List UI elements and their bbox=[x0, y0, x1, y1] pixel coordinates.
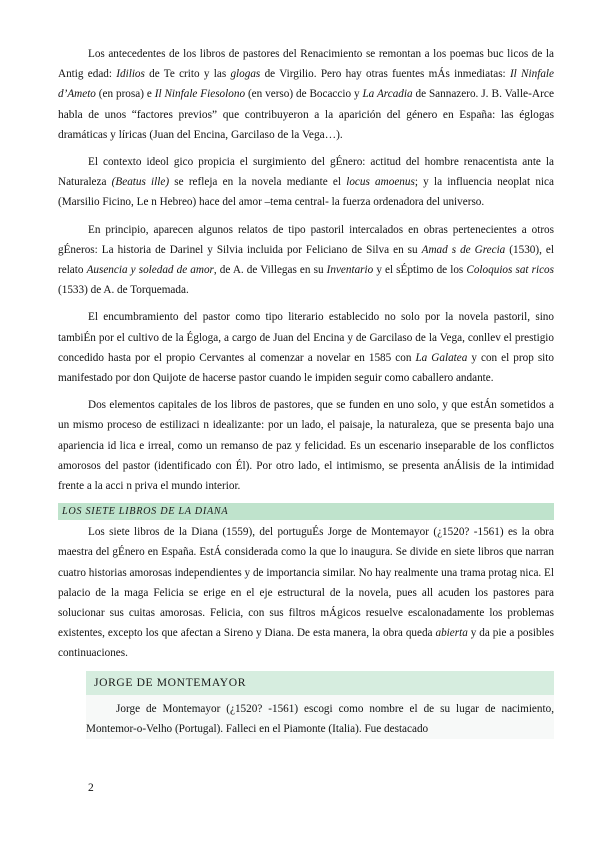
text-run: Dos elementos capitales de los libros de pastores, que se funden en uno solo, y que estÁn sometidos a un mismo proceso de estilizaci n idealizante: por un lado, el paisaje, la naturaleza, que se presenta bajo una apariencia id lica e irreal, como un remanso de paz y felicidad. Es un escenario inseparable de los conflictos amorosos del pastor (identificado con Él). Por otro lado, el intimismo, se presenta anÁlisis de la intimidad frente a la acci n priva el mundo interior. bbox=[58, 399, 554, 493]
text-run: se refleja en la novela mediante el bbox=[169, 176, 347, 189]
text-run: J. B. Valle-Arce habla de unos “factores previos” que contribuyeron a la aparición del género en España: las églogas dramáticas y líricas (Juan del Encina, Garcilaso de la Vega…). bbox=[58, 88, 554, 141]
text-run: En principio, aparecen algunos relatos de tipo pastoril intercalados en obras pertenecientes a otros gÉneros: La historia de Darinel y Silvia incluida por Feliciano de Silva en su bbox=[58, 223, 554, 256]
italic-title: Amad s de Grecia bbox=[421, 243, 506, 256]
paragraph-elementos bbox=[58, 395, 554, 496]
text-run: de Te crito y las bbox=[144, 68, 231, 81]
paragraph-diana bbox=[58, 522, 554, 663]
text-run: y con el prop sito manifestado por don Quijote de hacerse pastor cuando le impiden seguir como caballero andante. bbox=[58, 351, 554, 385]
paragraph-encumbramiento bbox=[58, 307, 554, 388]
italic-term: abierta bbox=[435, 627, 468, 640]
text-run: de Virgilio. Pero hay otras fuentes mÁs inmediatas: bbox=[260, 68, 510, 81]
author-box bbox=[86, 671, 554, 739]
paragraph-principio bbox=[58, 220, 554, 301]
text-run: El contexto ideol gico propicia el surgimiento del gÉnero: actitud del hombre renacentista ante la Naturaleza bbox=[58, 156, 554, 189]
italic-term: (Beatus ille) bbox=[111, 176, 170, 189]
paragraph-contexto bbox=[58, 152, 554, 213]
text-run: (en verso) de Bocaccio y bbox=[245, 88, 363, 101]
italic-term: locus amoenus bbox=[346, 176, 415, 189]
author-box-title: JORGE DE MONTEMAYOR bbox=[86, 671, 554, 695]
paragraph-montemayor bbox=[86, 695, 554, 739]
text-run: de Sannazero. bbox=[412, 88, 482, 101]
italic-title: Idilios bbox=[116, 68, 145, 81]
text-run: (en prosa) e bbox=[95, 88, 155, 101]
text-run: (1533) de A. de Torquemada. bbox=[58, 284, 189, 297]
page-number: 2 bbox=[88, 782, 94, 794]
section-heading: LOS SIETE LIBROS DE LA DIANA bbox=[58, 503, 554, 520]
text-run: Jorge de Montemayor (¿1520? -1561) escogi como nombre el de su lugar de nacimiento, Montemor-o-Velho (Portugal). Falleci en el Piamonte (Italia). Fue destacado bbox=[86, 702, 554, 735]
italic-title: La Arcadia bbox=[362, 88, 413, 101]
text-run: El encumbramiento del pastor como tipo literario establecido no solo por la novela pastoril, sino tambiÉn por el cultivo de la Égloga, a cargo de Juan del Encina y de Garcilaso de la Vega, conllev el prestigio concedido hasta por el propio Cervantes al comenzar a novelar en 1585 con bbox=[58, 311, 554, 364]
italic-title: Coloquios sat ricos bbox=[466, 264, 554, 277]
italic-title: Ausencia y soledad de amor bbox=[86, 264, 214, 277]
text-run: ; y la influencia neoplat nica (Marsilio Ficino, Le n Hebreo) hace del amor –tema central- la fuerza ordenadora del universo. bbox=[58, 176, 554, 209]
text-run: (1530), el relato bbox=[58, 243, 554, 277]
text-run: y el sÉptimo de los bbox=[373, 264, 467, 277]
text-run: Los siete libros de la Diana (1559), del portuguÉs Jorge de Montemayor (¿1520? -1561) es la obra maestra del gÉnero en España. EstÁ considerada como la que lo inaugura. Se divide en siete libros que narran cuatro historias amorosas independientes y de importancia similar. No hay realmente una trama protag nica. El palacio de la maga Felicia se erige en el eje estructural de la novela, pues all acuden los pastores para solucionar sus cuitas amorosas. Felicia, con sus filtros mÁgicos resuelve escalonadamente los problemas existentes, excepto los que afectan a Sireno y Diana. De esta manera, la obra queda bbox=[58, 526, 554, 640]
italic-title: Il Ninfale d’Ameto bbox=[58, 68, 554, 101]
italic-title: Il Ninfale Fiesolono bbox=[154, 88, 246, 101]
paragraph-antecedentes bbox=[58, 44, 554, 145]
text-run: y da pie a posibles continuaciones. bbox=[58, 627, 554, 660]
text-run: Los antecedentes de los libros de pastores del Renacimiento se remontan a los poemas buc licos de la Antig edad: bbox=[58, 48, 554, 81]
document-page bbox=[58, 44, 554, 739]
italic-title: Inventario bbox=[326, 264, 374, 277]
italic-title: glogas bbox=[230, 68, 261, 81]
text-run: , de A. de Villegas en su bbox=[213, 264, 327, 277]
italic-title: La Galatea bbox=[415, 351, 468, 364]
